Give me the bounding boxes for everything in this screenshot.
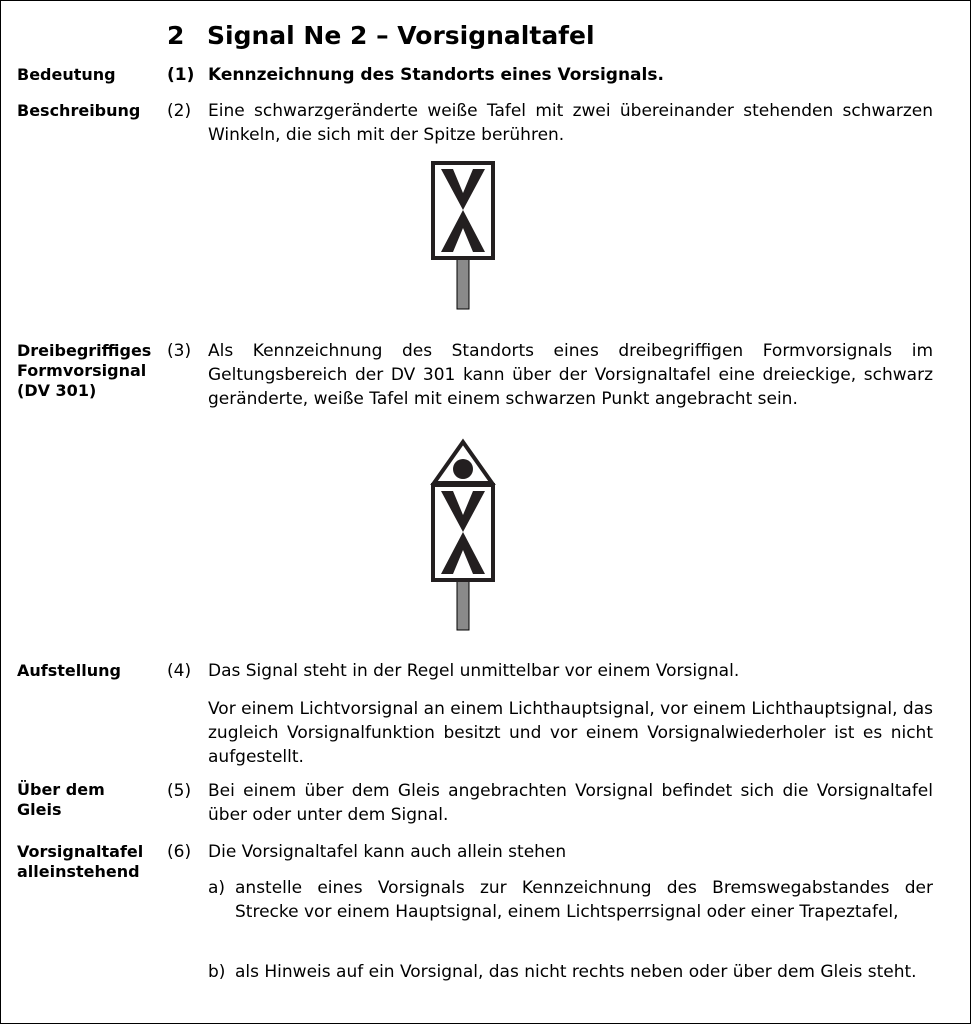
paragraph-number-2: (2) (167, 101, 192, 121)
paragraph-3-text: Als Kennzeichnung des Standorts eines dreibegriffigen Formvorsignals im Geltungsbereich der DV 301 kann über der Vorsignaltafel eine dreieckige, schwarz geränderte, weiße Tafel mit einem schwarzen Punkt angebracht sein. (208, 341, 933, 409)
label-line: Formvorsignal (17, 361, 147, 380)
list-item-a-text: anstelle eines Vorsignals zur Kennzeichnung des Bremswegabstandes der Strecke vor einem Hauptsignal, einem Lichtsperrsignal oder einer Trapeztafel, (235, 878, 933, 922)
label-aufstellung: Aufstellung (17, 661, 121, 680)
label-line: Dreibegriffiges (17, 341, 152, 360)
label-line: Gleis (17, 800, 62, 819)
label-line: alleinstehend (17, 862, 140, 881)
paragraph-1-text: Kennzeichnung des Standorts eines Vorsignals. (208, 65, 664, 85)
label-line: Über dem (17, 780, 105, 799)
paragraph-4-text: Das Signal steht in der Regel unmittelbar vor einem Vorsignal. (208, 661, 740, 681)
section-number: 2 (167, 21, 185, 50)
label-line: (DV 301) (17, 381, 97, 400)
list-item-b-text: als Hinweis auf ein Vorsignal, das nicht rechts neben oder über dem Gleis steht. (235, 962, 917, 982)
paragraph-number-4: (4) (167, 661, 192, 681)
label-beschreibung: Beschreibung (17, 101, 141, 120)
list-item-marker-b: b) (208, 962, 226, 982)
vorsignaltafel-sign (430, 160, 496, 310)
paragraph-4-text-2: Vor einem Lichtvorsignal an einem Lichthauptsignal, vor einem Lichthauptsignal, das zugleich Vorsignalfunktion besitzt und vor einem Vorsignalwiederholer ist es nicht aufgestellt. (208, 699, 933, 767)
sign-post (457, 257, 469, 309)
label-bedeutung: Bedeutung (17, 65, 116, 84)
label-ueber-dem-gleis (17, 780, 105, 820)
paragraph-5-text: Bei einem über dem Gleis angebrachten Vorsignal befindet sich die Vorsignaltafel über oder unter dem Signal. (208, 781, 933, 825)
dreibegriffiges-vorsignaltafel-sign (430, 438, 496, 631)
black-dot (453, 459, 473, 479)
list-item-marker-a: a) (208, 878, 226, 898)
label-dreibegriffiges (17, 341, 151, 401)
page-title (167, 21, 595, 50)
paragraph-number-6: (6) (167, 842, 192, 862)
label-alleinstehend (17, 842, 143, 882)
paragraph-6-text: Die Vorsignaltafel kann auch allein stehen (208, 842, 567, 862)
paragraph-number-3: (3) (167, 341, 192, 361)
paragraph-2-text: Eine schwarzgeränderte weiße Tafel mit zwei übereinander stehenden schwarzen Winkeln, die sich mit der Spitze berühren. (208, 101, 933, 145)
paragraph-number-1: (1) (167, 65, 195, 85)
paragraph-number-5: (5) (167, 781, 192, 801)
section-title: Signal Ne 2 – Vorsignaltafel (207, 21, 595, 50)
sign-post (457, 579, 469, 630)
label-line: Vorsignaltafel (17, 842, 144, 861)
